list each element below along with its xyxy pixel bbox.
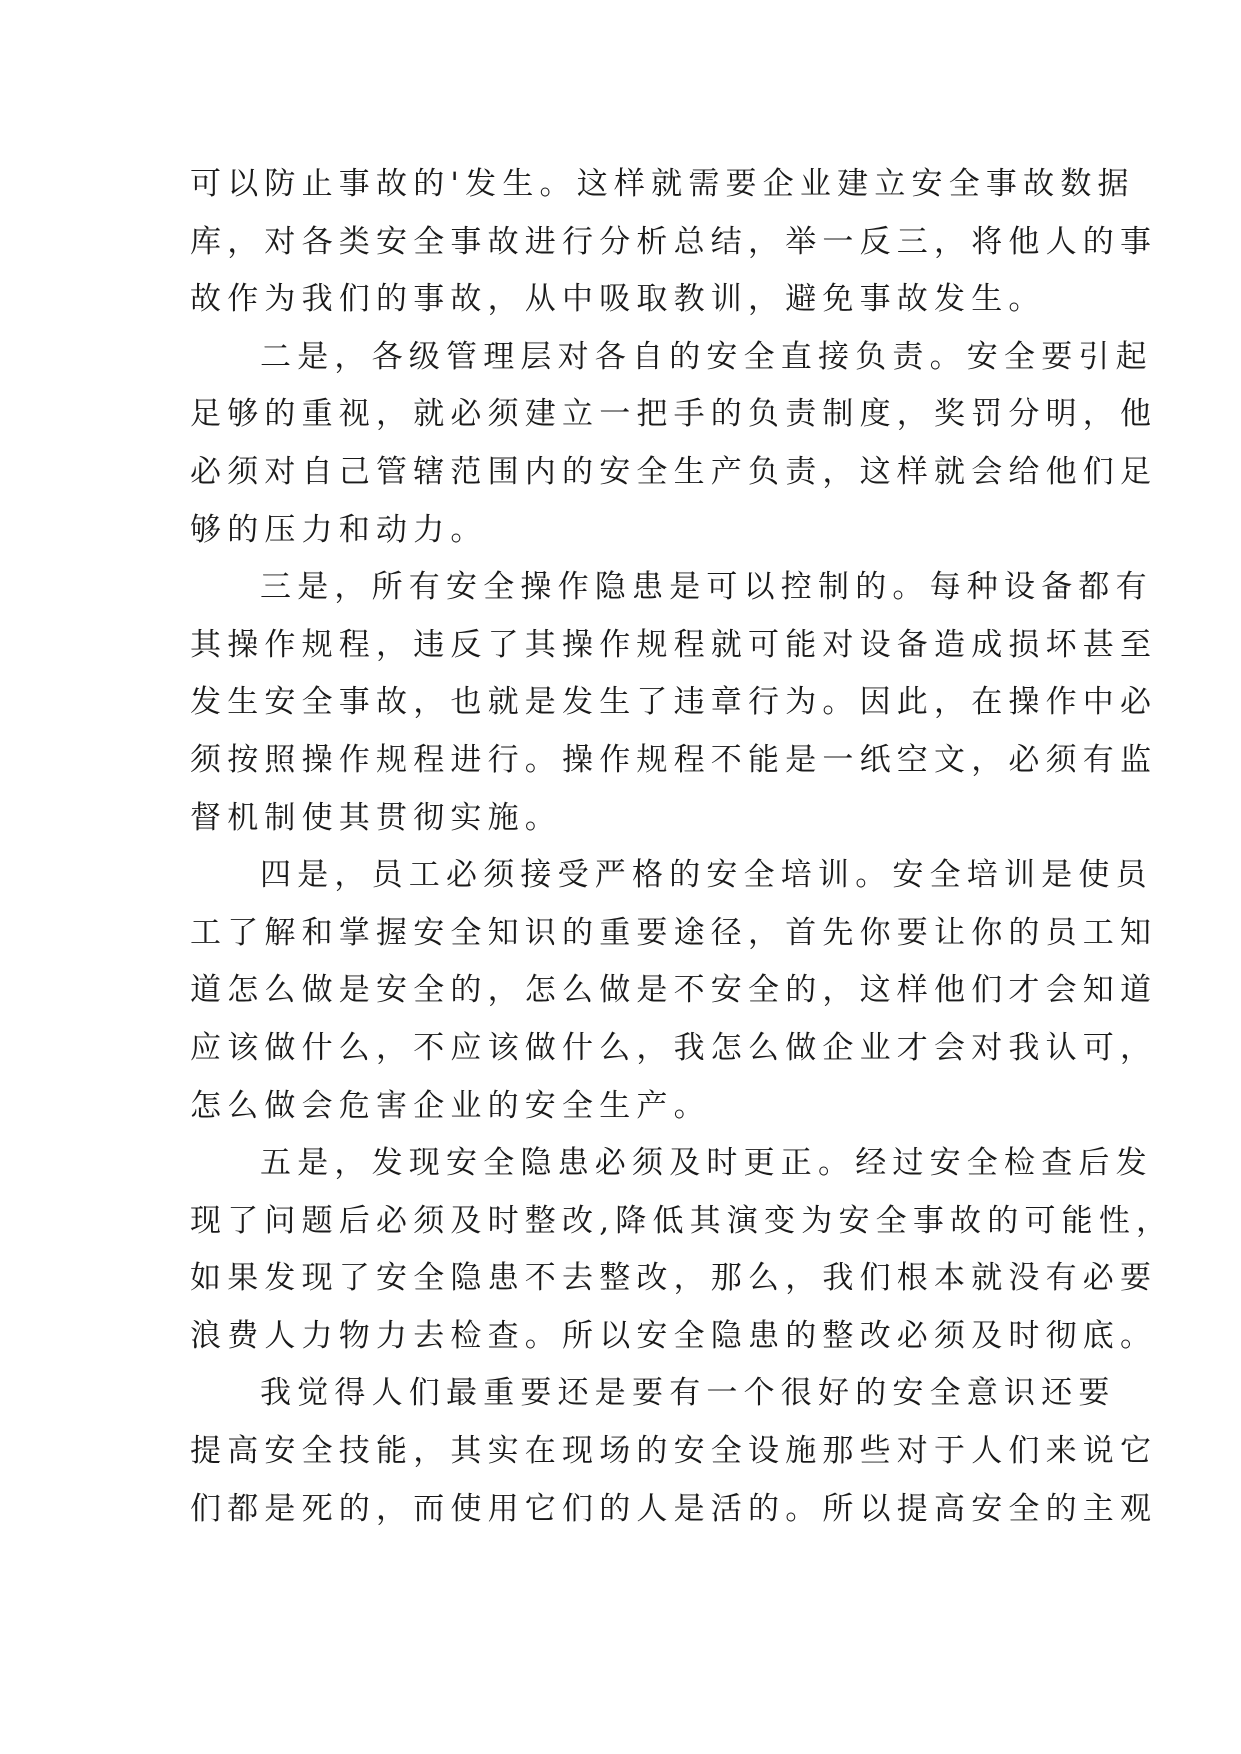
paragraph-start-line: 我觉得人们最重要还是要有一个很好的安全意识还要 — [260, 1375, 1116, 1412]
text-line: 浪费人力物力去检查。所以安全隐患的整改必须及时彻底。 — [190, 1317, 1158, 1354]
text-line: 足够的重视，就必须建立一把手的负责制度，奖罚分明，他 — [190, 396, 1158, 433]
text-line: 提高安全技能，其实在现场的安全设施那些对于人们来说它 — [190, 1433, 1158, 1470]
text-line: 发生安全事故，也就是发生了违章行为。因此，在操作中必 — [190, 684, 1158, 721]
text-line: 督机制使其贯彻实施。 — [190, 799, 562, 836]
text-line: 够的压力和动力。 — [190, 511, 488, 548]
text-line: 库，对各类安全事故进行分析总结，举一反三，将他人的事 — [190, 223, 1158, 260]
body-text — [190, 156, 1174, 1538]
text-line: 怎么做会危害企业的安全生产。 — [190, 1087, 711, 1124]
text-line: 现了问题后必须及时整改,降低其演变为安全事故的可能性， — [190, 1202, 1174, 1239]
text-line: 故作为我们的事故，从中吸取教训，避免事故发生。 — [190, 281, 1046, 318]
paragraph-start-line: 二是，各级管理层对各自的安全直接负责。安全要引起 — [260, 338, 1153, 375]
text-line: 必须对自己管辖范围内的安全生产负责，这样就会给他们足 — [190, 453, 1158, 490]
paragraph-start-line: 三是，所有安全操作隐患是可以控制的。每种设备都有 — [260, 569, 1153, 606]
paragraph-start-line: 五是，发现安全隐患必须及时更正。经过安全检查后发 — [260, 1145, 1153, 1182]
paragraph-start-line: 四是，员工必须接受严格的安全培训。安全培训是使员 — [260, 857, 1153, 894]
text-line: 应该做什么，不应该做什么，我怎么做企业才会对我认可， — [190, 1029, 1158, 1066]
text-line: 工了解和掌握安全知识的重要途径，首先你要让你的员工知 — [190, 914, 1158, 951]
text-line: 们都是死的，而使用它们的人是活的。所以提高安全的主观 — [190, 1490, 1158, 1527]
text-line: 如果发现了安全隐患不去整改，那么，我们根本就没有必要 — [190, 1260, 1158, 1297]
text-line: 道怎么做是安全的，怎么做是不安全的，这样他们才会知道 — [190, 972, 1158, 1009]
text-line: 须按照操作规程进行。操作规程不能是一纸空文，必须有监 — [190, 741, 1158, 778]
text-line: 其操作规程，违反了其操作规程就可能对设备造成损坏甚至 — [190, 626, 1158, 663]
text-line: 可以防止事故的'发生。这样就需要企业建立安全事故数据 — [190, 166, 1135, 202]
